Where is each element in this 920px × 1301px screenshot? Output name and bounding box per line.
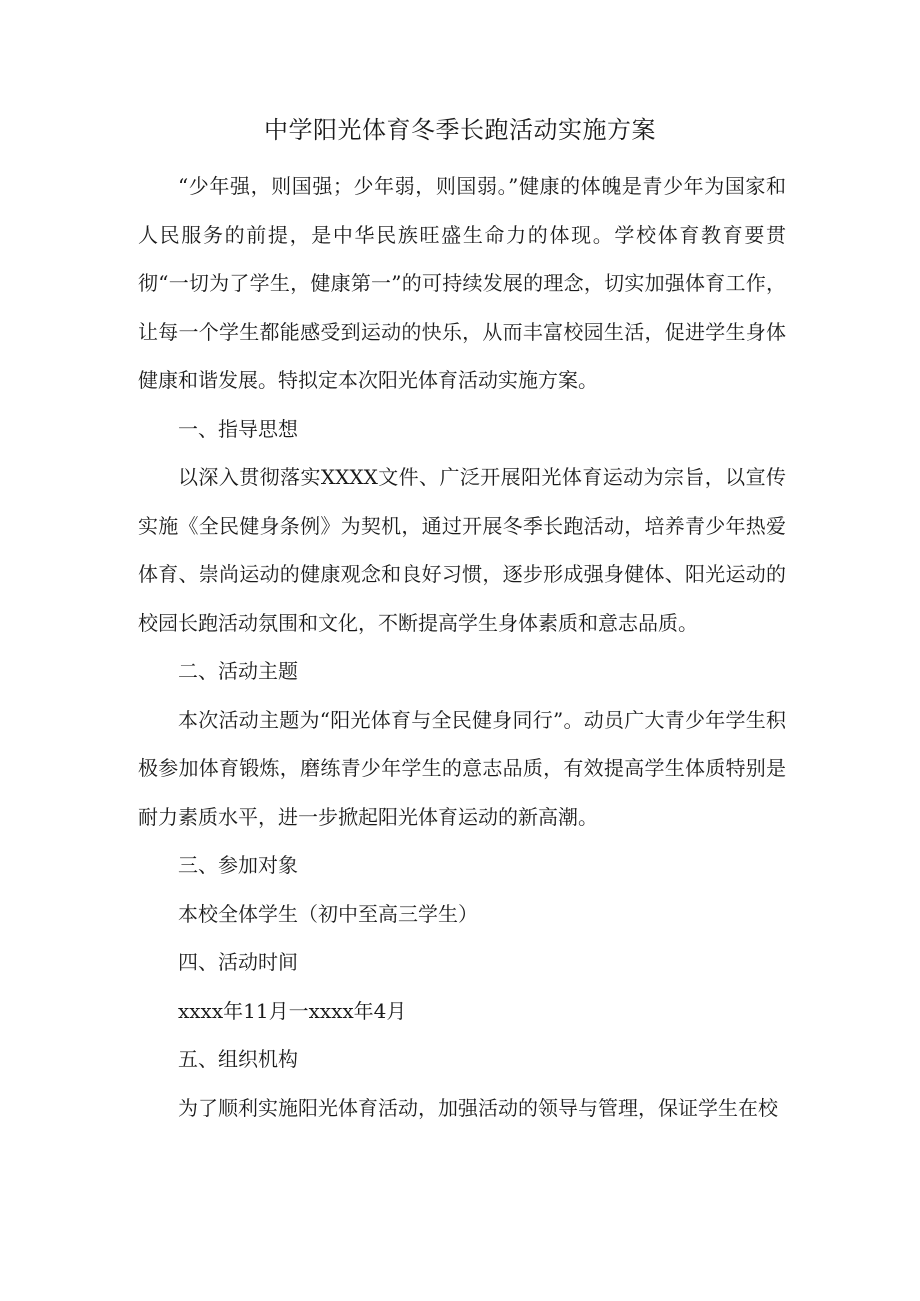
section-heading-guiding-ideology: 一、指导思想	[178, 416, 298, 441]
section-text-guiding-ideology: 以深入贯彻落实XXXX文件、广泛开展阳光体育运动为宗旨，以宣传实施《全民健身条例》为契机，通过开展冬季长跑活动，培养青少年热爱体育、崇尚运动的健康观念和良好习惯，逐步形成强身健体、阳光运动的校园长跑活动氛围和文化，不断提高学生身体素质和意志品质。	[138, 465, 786, 635]
section-heading-organization: 五、组织机构	[178, 1047, 298, 1071]
intro-paragraph: “少年强，则国强；少年弱，则国弱。”健康的体魄是青少年为国家和人民服务的前提，是中华民族旺盛生命力的体现。学校体育教育要贯彻“一切为了学生，健康第一”的可持续发展的理念，切实加强体育工作，让每一个学生都能感受到运动的快乐，从而丰富校园生活，促进学生身体健康和谐发展。特拟定本次阳光体育活动实施方案。	[138, 174, 786, 392]
document-title: 中学阳光体育冬季长跑活动实施方案	[264, 116, 656, 144]
section-heading-participants: 三、参加对象	[178, 853, 298, 877]
section-heading-activity-time: 四、活动时间	[178, 950, 298, 974]
section-text-participants: 本校全体学生（初中至高三学生）	[178, 901, 478, 926]
section-text-activity-theme: 本次活动主题为“阳光体育与全民健身同行”。动员广大青少年学生积极参加体育锻炼，磨练青少年学生的意志品质，有效提高学生体质特别是耐力素质水平，进一步掀起阳光体育运动的新高潮。	[138, 707, 786, 829]
section-text-activity-time: xxxx年11月一xxxx年4月	[178, 998, 407, 1023]
section-heading-activity-theme: 二、活动主题	[178, 659, 298, 683]
document-body	[138, 162, 786, 1132]
section-text-organization: 为了顺利实施阳光体育活动，加强活动的领导与管理，保证学生在校	[178, 1095, 778, 1120]
